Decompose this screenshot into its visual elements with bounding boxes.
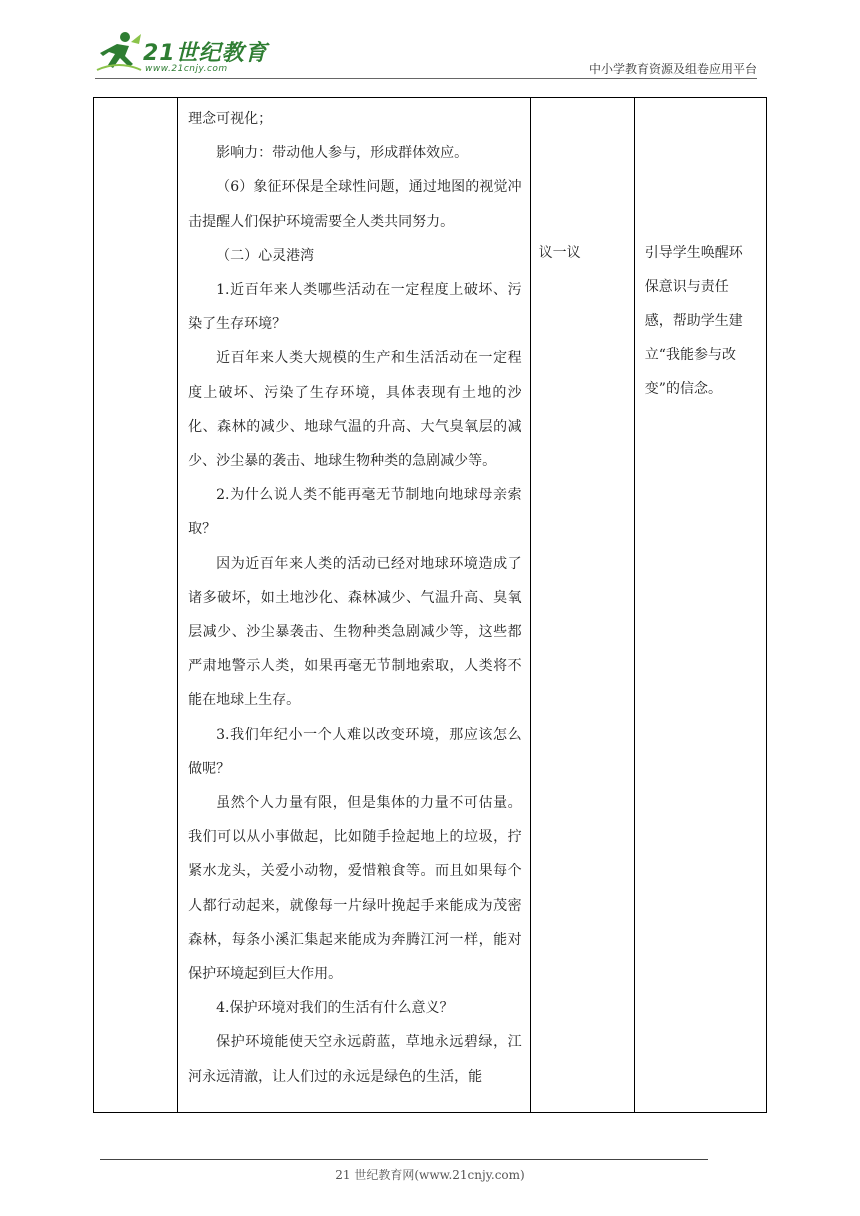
content-paragraph: 理念可视化； <box>188 111 273 127</box>
empty-cell <box>94 98 178 1113</box>
logo-text: 21世纪教育 <box>143 41 268 66</box>
section-heading: （二）心灵港湾 <box>216 247 315 264</box>
question: 1.近百年来人类哪些活动在一定程度上破坏、污染了生存环境？ <box>188 282 522 333</box>
lesson-table <box>93 97 767 1113</box>
content-paragraph: 影响力：带动他人参与，形成群体效应。 <box>216 145 469 162</box>
intent-line: 引导学生唤醒环 <box>644 245 743 261</box>
logo-url-text: www.21cnjy.com <box>145 64 228 74</box>
answer: 虽然个人力量有限，但是集体的力量不可估量。我们可以从小事做起，比如随手捡起地上的垃圾，拧紧水龙头，关爱小动物，爱惜粮食等。而且如果每个人都行动起来，就像每一片绿叶挽起手来能成为茂密森林，每条小溪汇集起来能成为奔腾江河一样，能对保护环境起到巨大作用。 <box>188 795 522 983</box>
activity-label: 议一议 <box>538 245 581 261</box>
intent-cell <box>634 98 766 1113</box>
intent-line: 立“我能参与改 <box>644 347 736 363</box>
platform-title: 中小学教育资源及组卷应用平台 <box>588 62 757 76</box>
table-row <box>94 98 767 1113</box>
design-intent <box>635 98 766 406</box>
site-logo <box>95 30 268 80</box>
question: 3.我们年纪小一个人难以改变环境，那应该怎么做呢？ <box>188 726 522 777</box>
intent-line: 变”的信念。 <box>644 381 722 397</box>
content-paragraph: （6）象征环保是全球性问题，通过地图的视觉冲击提醒人们保护环境需要全人类共同努力。 <box>188 179 522 230</box>
answer: 因为近百年来人类的活动已经对地球环境造成了诸多破坏，如土地沙化、森林减少、气温升高、臭氧层减少、沙尘暴袭击、生物种类急剧减少等，这些都严肃地警示人类，如果再毫无节制地索取，人类将不能在地球上生存。 <box>188 555 522 709</box>
question: 4.保护环境对我们的生活有什么意义？ <box>216 1000 454 1017</box>
page-footer: 21 世纪教育网(www.21cnjy.com) <box>335 1168 525 1182</box>
answer: 近百年来人类大规模的生产和生活活动在一定程度上破坏、污染了生存环境，具体表现有土地的沙化、森林的减少、地球气温的升高、大气臭氧层的减少、沙尘暴的袭击、地球生物种类的急剧减少等。 <box>188 350 522 470</box>
intent-line: 感，帮助学生建 <box>644 313 743 329</box>
intent-line: 保意识与责任 <box>644 279 729 295</box>
runner-logo-icon <box>95 30 143 74</box>
activity-cell <box>530 98 634 1113</box>
question: 2.为什么说人类不能再毫无节制地向地球母亲索取？ <box>188 487 522 538</box>
content-cell <box>178 98 531 1113</box>
header-divider <box>95 78 757 79</box>
footer-divider <box>100 1159 708 1160</box>
page-header <box>0 0 860 80</box>
answer: 保护环境能使天空永远蔚蓝，草地永远碧绿，江河永远清澈，让人们过的永远是绿色的生活，能 <box>188 1034 522 1085</box>
content-text <box>178 98 530 1094</box>
